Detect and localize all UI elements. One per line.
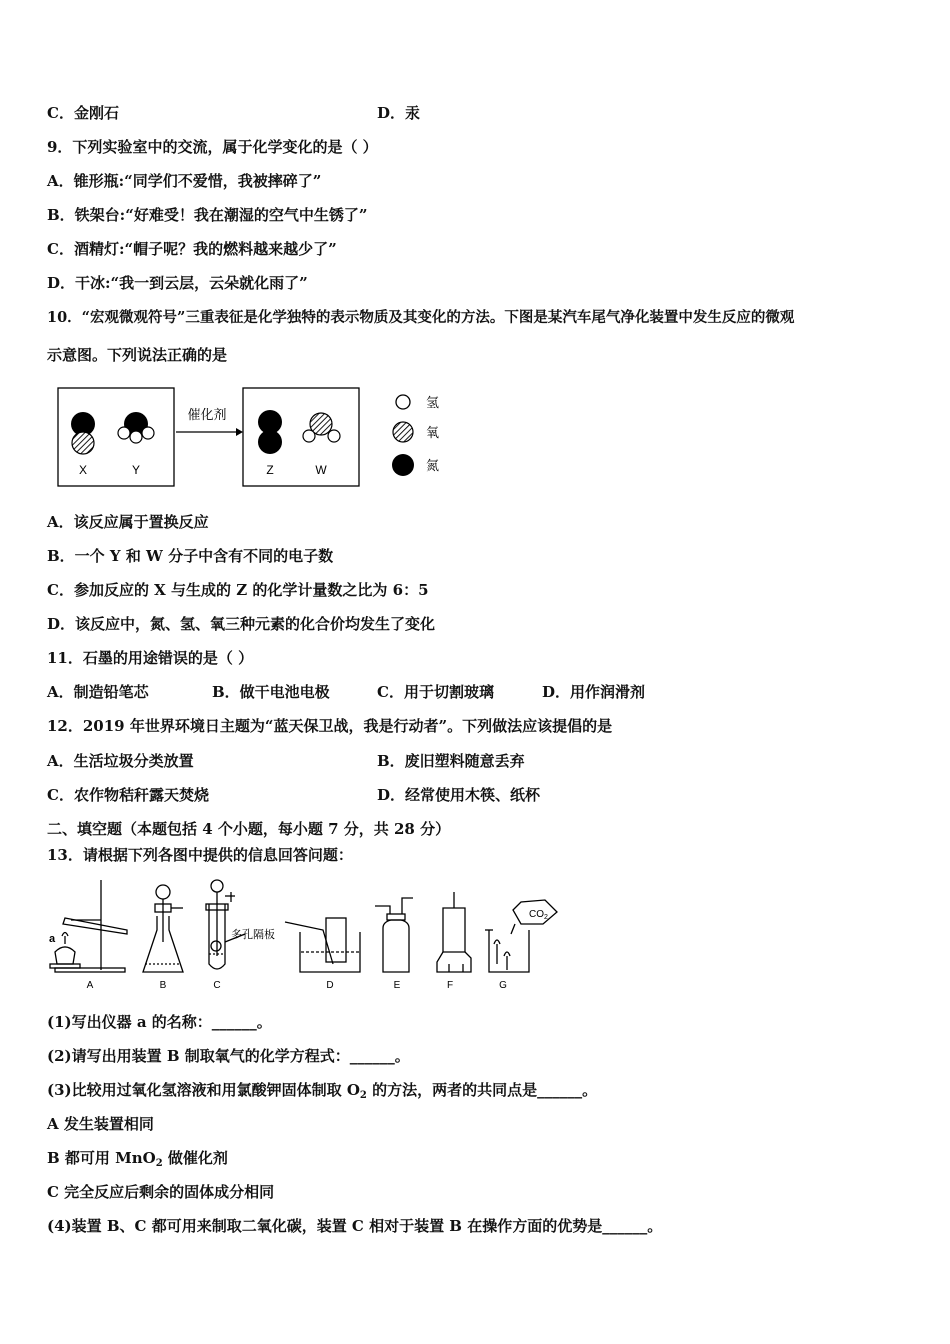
label-x: X xyxy=(78,463,88,477)
y-hydrogen-atom xyxy=(130,431,142,443)
apparatus-f xyxy=(437,892,471,972)
apparatus-label-d: D xyxy=(326,980,334,991)
q10-reaction-diagram xyxy=(50,382,470,492)
apparatus-a xyxy=(50,880,127,972)
q13-stem: 13．请根据下列各图中提供的信息回答问题： xyxy=(47,846,353,864)
q10-stem-line2: 示意图。下列说法正确的是 xyxy=(47,346,228,364)
apparatus-g xyxy=(485,900,557,972)
apparatus-label-f: F xyxy=(446,980,454,991)
arrow-head xyxy=(236,428,243,436)
q10-stem-line1: 10．“宏观微观符号”三重表征是化学独特的表示物质及其变化的方法。下图是某汽车尾气净化装置中发生反应的微观 xyxy=(47,309,795,326)
q9-option-d: D．干冰:“我一到云层，云朵就化雨了” xyxy=(47,274,308,292)
q11-option-a: A．制造铅笔芯 xyxy=(47,683,149,701)
co2-label: $CO_2$ xyxy=(529,909,548,921)
apparatus-d xyxy=(285,918,360,972)
apparatus-label-a: A xyxy=(86,980,94,991)
q8-option-d: D．汞 xyxy=(377,104,421,122)
legend-nitrogen-icon xyxy=(392,454,414,476)
q13-part3: (3)比较用过氧化氢溶液和用氯酸钾固体制取 $O_2$ 的方法，两者的共同点是______。 xyxy=(47,1081,598,1101)
apparatus-label-e: E xyxy=(393,980,401,991)
label-y: Y xyxy=(131,463,141,477)
y-hydrogen-atom xyxy=(142,427,154,439)
q10-option-a: A．该反应属于置换反应 xyxy=(47,513,209,531)
q13-option-b: B 都可用 MnO$_2$ 做催化剂 xyxy=(47,1149,228,1169)
q13-part1: (1)写出仪器 a 的名称：______。 xyxy=(47,1013,272,1031)
q9-stem: 9．下列实验室中的交流，属于化学变化的是（ ） xyxy=(47,138,378,156)
q11-stem: 11．石墨的用途错误的是（ ） xyxy=(47,649,254,667)
z-nitrogen-atom xyxy=(258,430,282,454)
q13-option-a: A 发生装置相同 xyxy=(47,1115,154,1133)
apparatus-label-g: G xyxy=(499,980,507,991)
w-hydrogen-atom xyxy=(328,430,340,442)
q9-option-c: C．酒精灯:“帽子呢？我的燃料越来越少了” xyxy=(47,240,337,258)
legend-oxygen-label: 氧 xyxy=(426,425,440,440)
q12-stem: 12．2019 年世界环境日主题为“蓝天保卫战，我是行动者”。下列做法应该提倡的是 xyxy=(47,717,613,735)
catalyst-label: 催化剂 xyxy=(187,407,227,422)
q13-part4: (4)装置 B、C 都可用来制取二氧化碳，装置 C 相对于装置 B 在操作方面的优势是______。 xyxy=(47,1217,663,1235)
w-hydrogen-atom xyxy=(303,430,315,442)
q13-part2: (2)请写出用装置 B 制取氧气的化学方程式：______。 xyxy=(47,1047,410,1065)
apparatus-c xyxy=(206,880,245,969)
q10-option-b: B．一个 Y 和 W 分子中含有不同的电子数 xyxy=(47,547,334,565)
q13-option-c: C 完全反应后剩余的固体成分相同 xyxy=(47,1183,275,1201)
apparatus-label-b: B xyxy=(159,980,167,991)
q8-option-c: C．金刚石 xyxy=(47,104,119,122)
section-heading: 二、填空题（本题包括 4 个小题，每小题 7 分，共 28 分） xyxy=(47,820,451,838)
x-oxygen-atom xyxy=(72,432,94,454)
q10-option-c: C．参加反应的 X 与生成的 Z 的化学计量数之比为 6：5 xyxy=(47,581,429,599)
q11-option-b: B．做干电池电极 xyxy=(212,683,330,701)
apparatus-e xyxy=(375,898,413,972)
porous-plate-label: 多孔隔板 xyxy=(231,929,275,941)
legend-oxygen-icon xyxy=(393,422,413,442)
q12-option-d: D．经常使用木筷、纸杯 xyxy=(377,786,541,804)
q12-option-c: C．农作物秸秆露天焚烧 xyxy=(47,786,209,804)
q13-apparatus-diagram xyxy=(45,872,565,994)
q11-option-c: C．用于切割玻璃 xyxy=(377,683,494,701)
label-z: Z xyxy=(266,463,274,477)
q10-option-d: D．该反应中，氮、氢、氧三种元素的化合价均发生了变化 xyxy=(47,615,436,633)
label-a-small: a xyxy=(49,933,56,945)
q9-option-a: A．锥形瓶:“同学们不爱惜，我被摔碎了” xyxy=(47,172,322,190)
label-w: W xyxy=(315,463,327,477)
q12-option-a: A．生活垃圾分类放置 xyxy=(47,752,194,770)
apparatus-b xyxy=(143,885,183,972)
legend-hydrogen-icon xyxy=(396,395,410,409)
q9-option-b: B．铁架台:“好难受！我在潮湿的空气中生锈了” xyxy=(47,206,368,224)
q11-option-d: D．用作润滑剂 xyxy=(542,683,646,701)
y-hydrogen-atom xyxy=(118,427,130,439)
q12-option-b: B．废旧塑料随意丢弃 xyxy=(377,752,525,770)
legend-hydrogen-label: 氢 xyxy=(426,395,440,410)
apparatus-label-c: C xyxy=(213,980,221,991)
legend-nitrogen-label: 氮 xyxy=(426,458,440,473)
